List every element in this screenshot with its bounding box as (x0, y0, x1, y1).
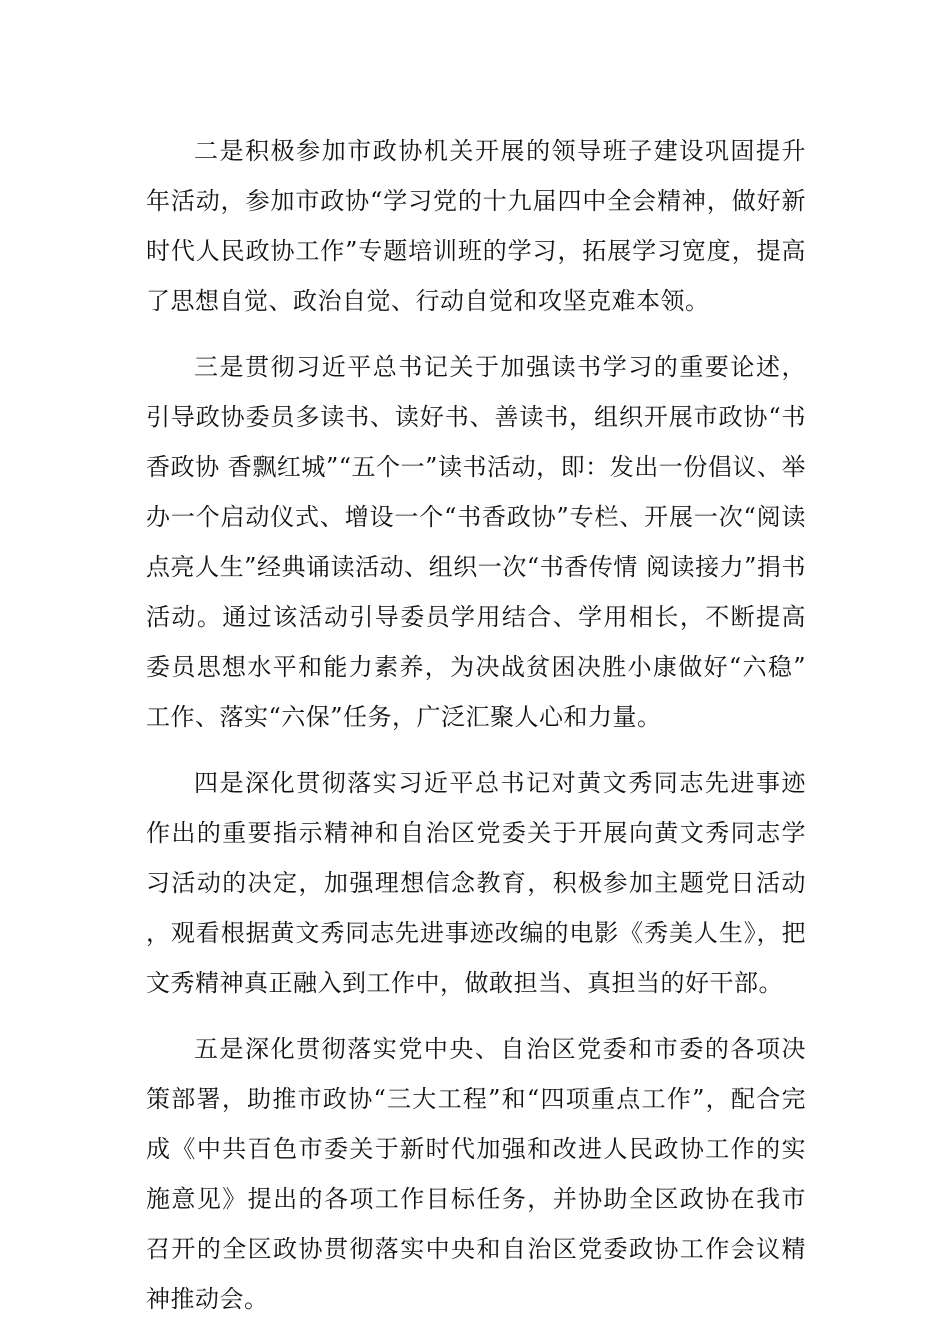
paragraph-3: 三是贯彻习近平总书记关于加强读书学习的重要论述，引导政协委员多读书、读好书、善读书，组织开展市政协“书香政协 香飘红城”“五个一”读书活动，即：发出一份倡议、举办一个启动仪式、增设一个“书香政协”专栏、开展一次“阅读点亮人生”经典诵读活动、组织一次“书香传情 阅读接力”捐书活动。通过该活动引导委员学用结合、学用相长，不断提高委员思想水平和能力素养，为决战贫困决胜小康做好“六稳”工作、落实“六保”任务，广泛汇聚人心和力量。 (146, 353, 806, 731)
document-body (146, 126, 806, 1324)
paragraph-5: 五是深化贯彻落实党中央、自治区党委和市委的各项决策部署，助推市政协“三大工程”和“四项重点工作”，配合完成《中共百色市委关于新时代加强和改进人民政协工作的实施意见》提出的各项工作目标任务，并协助全区政协在我市召开的全区政协贯彻落实中央和自治区党委政协工作会议精神推动会。 (146, 1035, 806, 1313)
paragraph-2: 二是积极参加市政协机关开展的领导班子建设巩固提升年活动，参加市政协“学习党的十九届四中全会精神，做好新时代人民政协工作”专题培训班的学习，拓展学习宽度，提高了思想自觉、政治自觉、行动自觉和攻坚克难本领。 (146, 137, 806, 315)
paragraph-4: 四是深化贯彻落实习近平总书记对黄文秀同志先进事迹作出的重要指示精神和自治区党委关于开展向黄文秀同志学习活动的决定，加强理想信念教育，积极参加主题党日活动，观看根据黄文秀同志先进事迹改编的电影《秀美人生》，把文秀精神真正融入到工作中，做敢担当、真担当的好干部。 (146, 769, 806, 997)
